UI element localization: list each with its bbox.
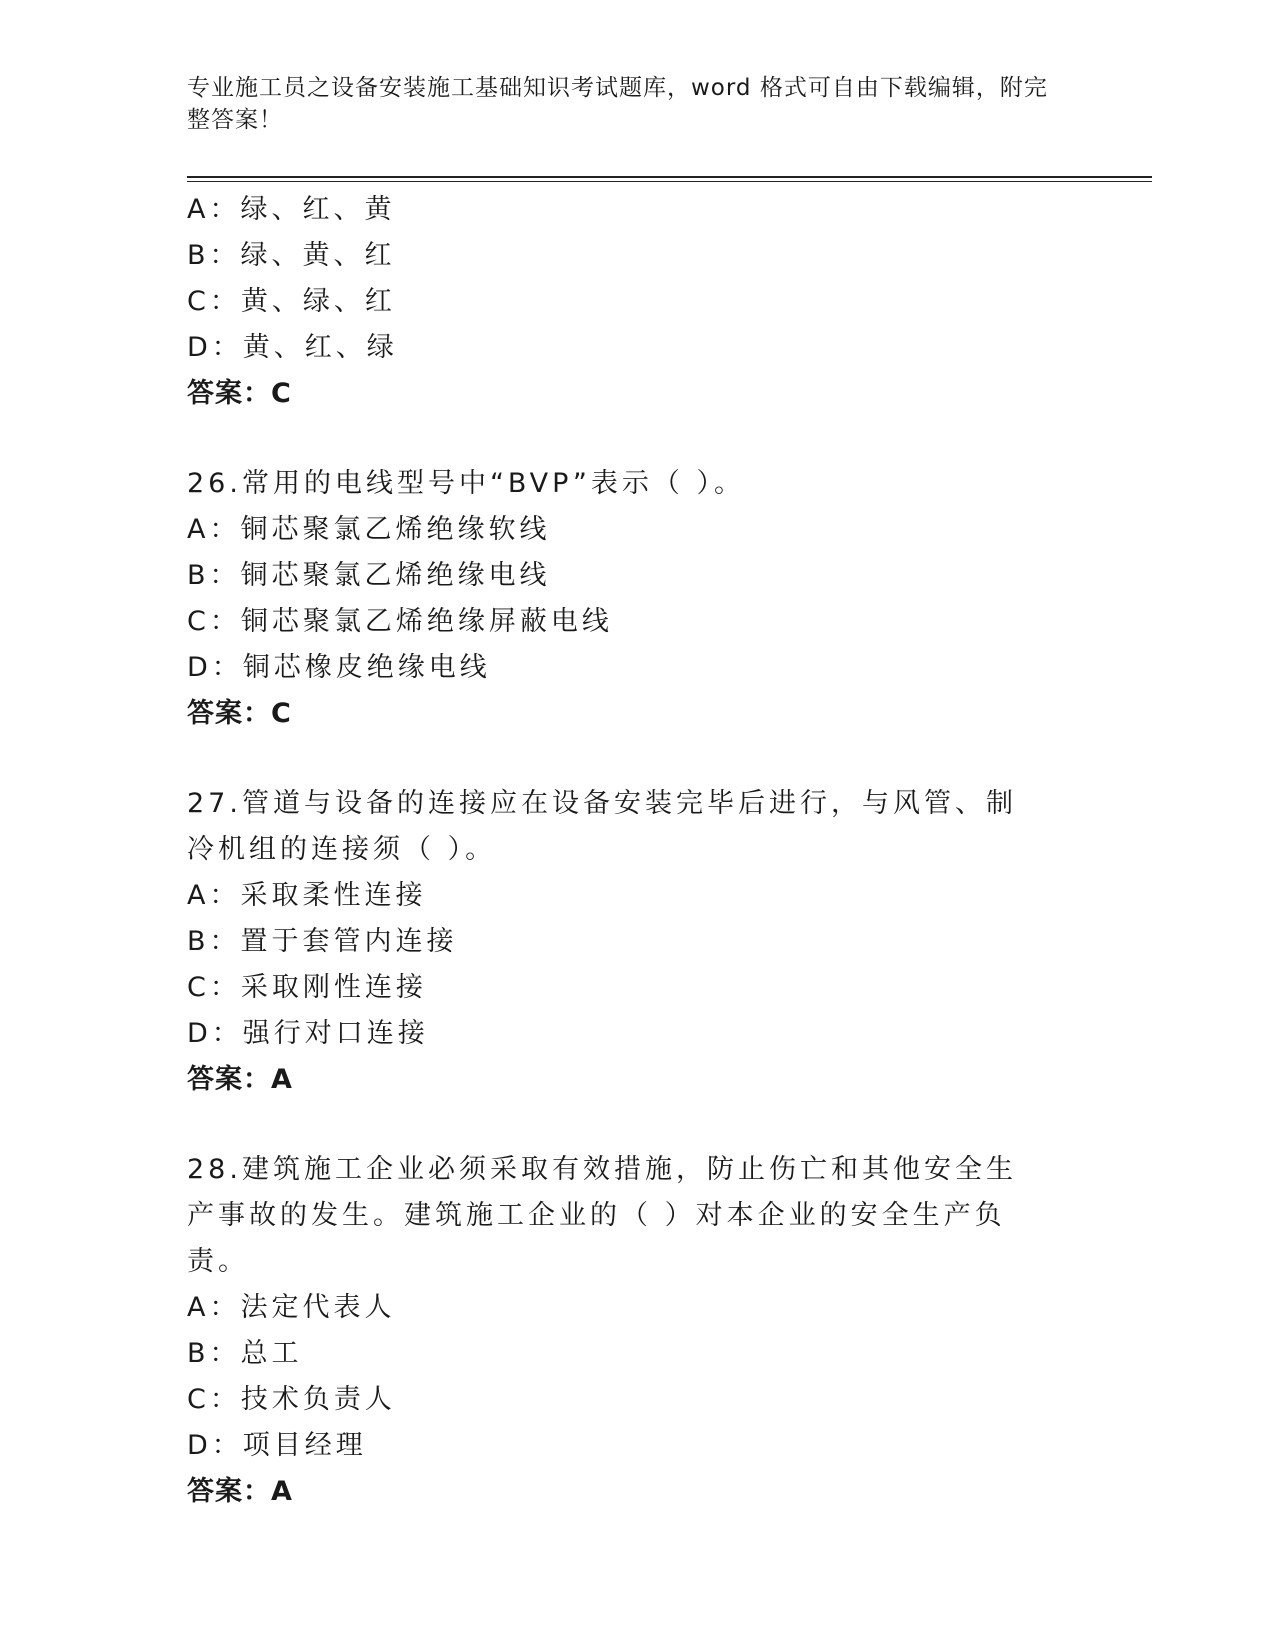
option-c: C：采取刚性连接: [187, 972, 427, 1003]
option-b: B：置于套管内连接: [187, 926, 458, 957]
option-c: C：铜芯聚氯乙烯绝缘屏蔽电线: [187, 606, 613, 637]
spacer: [187, 737, 1087, 781]
answer-value: A: [271, 1476, 293, 1507]
option-b: B：铜芯聚氯乙烯绝缘电线: [187, 560, 551, 591]
question-list: [187, 187, 1087, 1515]
question-block-25: [187, 187, 1087, 417]
answer-value: C: [271, 698, 292, 729]
option-d: D：强行对口连接: [187, 1018, 429, 1049]
option-c: C：技术负责人: [187, 1384, 396, 1415]
question-text: 26.常用的电线型号中“BVP”表示（ ）。: [187, 468, 745, 499]
option-d: D：铜芯橡皮绝缘电线: [187, 652, 491, 683]
answer-line: [187, 1057, 1087, 1103]
question-block-28: [187, 1147, 1087, 1515]
answer-label: 答案：: [187, 378, 271, 409]
option-a: A：铜芯聚氯乙烯绝缘软线: [187, 514, 551, 545]
answer-label: 答案：: [187, 1064, 271, 1095]
option-d: D：项目经理: [187, 1430, 367, 1461]
question-block-27: [187, 781, 1087, 1103]
header-divider: [187, 176, 1152, 178]
question-text: 27.管道与设备的连接应在设备安装完毕后进行，与风管、制冷机组的连接须（ ）。: [187, 788, 1017, 865]
question-text: 28.建筑施工企业必须采取有效措施，防止伤亡和其他安全生产事故的发生。建筑施工企业的（ ）对本企业的安全生产负责。: [187, 1154, 1017, 1277]
option-a: A：法定代表人: [187, 1292, 396, 1323]
header-divider-thin: [187, 181, 1152, 182]
answer-value: A: [271, 1064, 293, 1095]
answer-line: [187, 691, 1087, 737]
spacer: [187, 417, 1087, 461]
answer-line: [187, 371, 1087, 417]
question-block-26: [187, 461, 1087, 737]
answer-label: 答案：: [187, 698, 271, 729]
spacer: [187, 1103, 1087, 1147]
option-b: B：绿、黄、红: [187, 240, 396, 271]
option-d: D：黄、红、绿: [187, 332, 398, 363]
option-b: B：总工: [187, 1338, 303, 1369]
answer-value: C: [271, 378, 292, 409]
option-a: A：采取柔性连接: [187, 880, 427, 911]
answer-label: 答案：: [187, 1476, 271, 1507]
answer-line: [187, 1469, 1087, 1515]
document-header: 专业施工员之设备安装施工基础知识考试题库，word 格式可自由下载编辑，附完整答案！: [187, 75, 1048, 133]
option-a: A：绿、红、黄: [187, 194, 396, 225]
option-c: C：黄、绿、红: [187, 286, 396, 317]
